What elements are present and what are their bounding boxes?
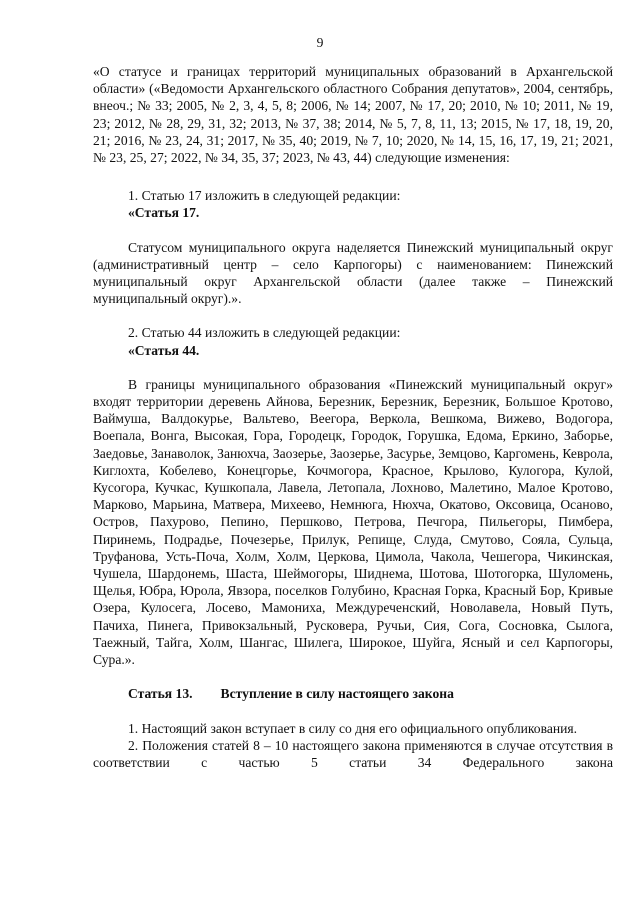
item2-article-text: В границы муниципального образования «Пинежский муниципальный округ» входят территории деревень Айнова, Березник, Березник, Березник, Большое Кротово, Ваймуша, Валдокурье, Вальтево, Веегора, Веркола, Вешкома, Вижево, Водогора, Воепала, Вонга, Высокая, Гора, Городецк, Городок, Горушка, Едома, Еркино, Заборье, Заедовье, Занаволок, Занюхча, Заозерье, Заозерье, Засурье, Земцово, Каргомень, Кеврола, Киглохта, Кобелево, Конецгорье, Кочмогора, Красное, Крылово, Кулогора, Кулой, Кусогора, Кучкас, Кушкопала, Лавела, Летопала, Лохново, Малетино, Малое Кротово, Марково, Марьина, Матвера, Михеево, Немнюга, Нюхча, Окатово, Оксовица, Осаново, Остров, Пахурово, Пепино, Першково, Петрова, Печгора, Пильегоры, Пимбера, Пиринемь, Подрадье, Почезерье, Прилук, Репище, Слуда, Смутово, Сояла, Сульца, Труфанова, Усть-Поча, Холм, Холм, Церкова, Цимола, Чакола, Чешегора, Чикинская, Чушела, Шардонемь, Шаста, Шеймогоры, Шиднема, Шотова, Шотогорка, Шуломень, Щелья, Юбра, Юрола, Явзора, поселков Голубино, Красная Горка, Красный Бор, Кривые Озера, Кулосега, Лосево, Мамониха, Междуреченский, Новолавела, Новый Путь, Пачиха, Пинега, Привокзальный, Русковера, Ручьи, Сия, Сога, Сосновка, Сылога, Таежный, Тайга, Холм, Шангас, Шилега, Широкое, Шуйга, Ясный и сел Карпогоры, Сура.». (93, 376, 613, 668)
document-body (93, 63, 613, 771)
spacer (93, 668, 613, 685)
item1-article-text: Статусом муниципального округа наделяется Пинежский муниципальный округ (административный центр – село Карпогоры) с наименованием: Пинежский муниципальный округ Архангельской области (далее также – Пинежский муниципальный округ).». (93, 239, 613, 307)
intro-paragraph: «О статусе и границах территорий муниципальных образований в Архангельской области» («Ведомости Архангельского областного Собрания депутатов», 2004, сентябрь, внеоч.; № 33; 2005, № 2, 3, 4, 5, 8; 2006, № 14; 2007, № 17, 20; 2010, № 10; 2011, № 19, 23; 2012, № 28, 29, 31, 32; 2013, № 37, 38; 2014, № 5, 7, 8, 11, 13; 2015, № 17, 18, 19, 20, 21; 2016, № 23, 24, 31; 2017, № 35, 40; 2019, № 7, 10; 2020, № 14, 15, 16, 17, 19, 21; 2021, № 23, 25, 27; 2022, № 34, 35, 37; 2023, № 43, 44) следующие изменения: (93, 64, 613, 166)
spacer (93, 166, 613, 183)
spacer (93, 222, 613, 239)
spacer (93, 359, 613, 376)
article13-heading (93, 685, 613, 702)
article13-number: Статья 13. (128, 686, 193, 702)
article13-point2: 2. Положения статей 8 – 10 настоящего закона применяются в случае отсутствия в соответствии с частью 5 статьи 34 Федерального закона (93, 737, 613, 770)
page-number: 9 (316, 35, 324, 50)
article13-point1: 1. Настоящий закон вступает в силу со дня его официального опубликования. (128, 720, 578, 736)
item1-article-title: «Статья 17. (128, 205, 200, 221)
item2-instruction: 2. Статью 44 изложить в следующей редакции: (128, 325, 401, 341)
spacer (93, 703, 613, 720)
spacer (93, 307, 613, 324)
article13-title: Вступление в силу настоящего закона (220, 686, 454, 702)
item1-instruction: 1. Статью 17 изложить в следующей редакции: (128, 188, 401, 204)
item2-article-title: «Статья 44. (128, 342, 200, 358)
